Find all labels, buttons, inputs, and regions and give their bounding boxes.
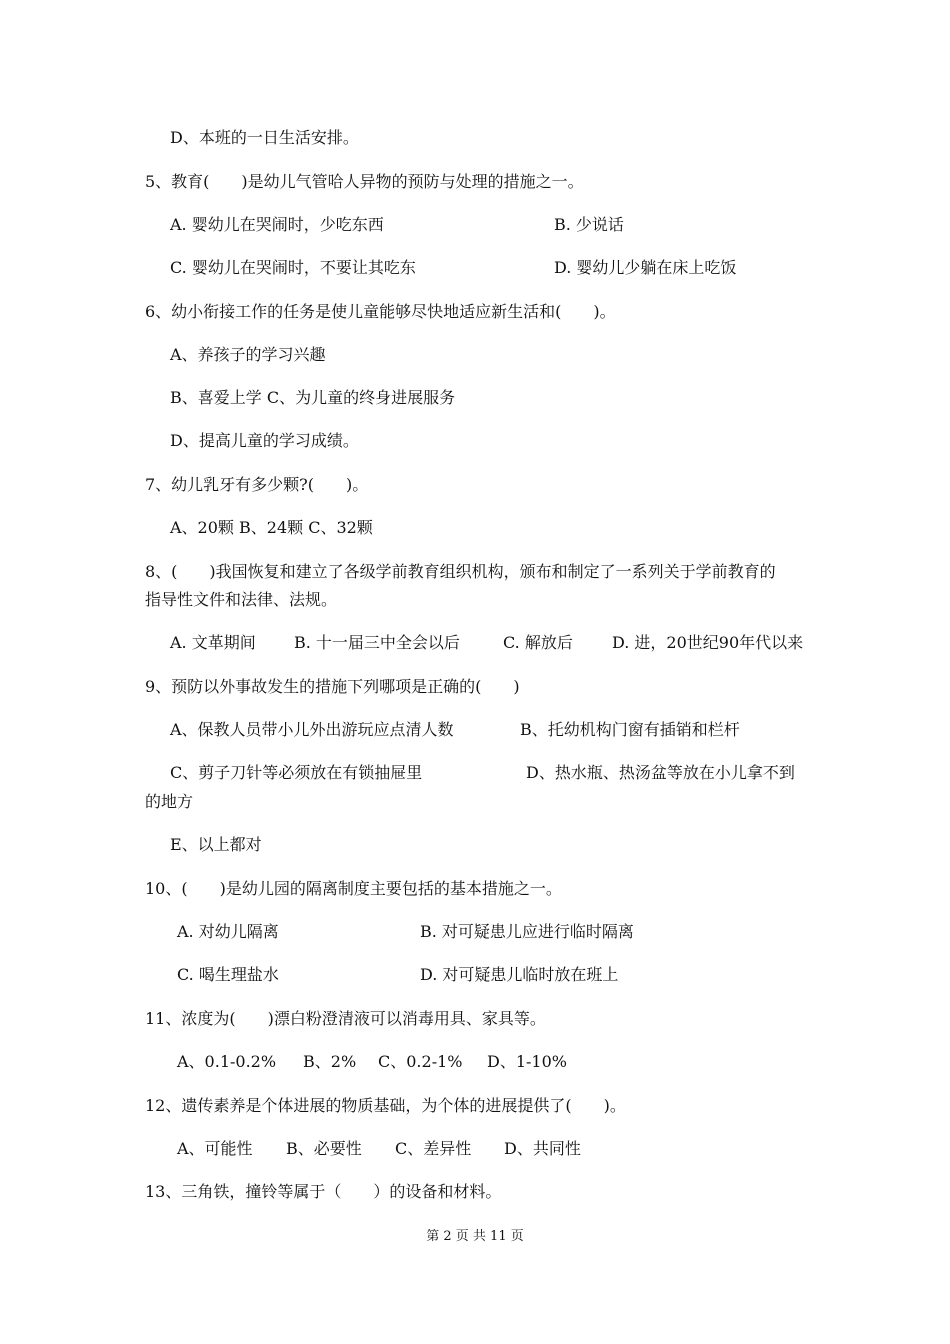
option-c: C. 喝生理盐水 — [177, 965, 279, 984]
page-footer: 第 2 页 共 11 页 — [426, 1229, 524, 1244]
question-10: 10、( )是幼儿园的隔离制度主要包括的基本措施之一。 — [145, 879, 562, 898]
question-12: 12、遗传素养是个体进展的物质基础，为个体的进展提供了( )。 — [145, 1096, 626, 1115]
option-e: E、以上都对 — [170, 835, 262, 854]
options: A、20颗 B、24颗 C、32颗 — [170, 518, 373, 537]
option-b: B、托幼机构门窗有插销和栏杆 — [520, 720, 740, 739]
option-d: D. 对可疑患儿临时放在班上 — [420, 965, 619, 984]
option-b-c: B、喜爱上学 C、为儿童的终身进展服务 — [170, 388, 456, 407]
option-d: D. 婴幼儿少躺在床上吃饭 — [554, 258, 737, 277]
option-c: C、0.2-1% — [378, 1052, 463, 1071]
question-8: 8、( )我国恢复和建立了各级学前教育组织机构，颁布和制定了一系列关于学前教育的 — [145, 562, 776, 581]
option-a: A、保教人员带小儿外出游玩应点清人数 — [170, 720, 454, 739]
option-d-cont: 的地方 — [145, 792, 194, 811]
option-d: D、热水瓶、热汤盆等放在小儿拿不到 — [526, 763, 795, 782]
option-a: A、可能性 — [177, 1139, 253, 1158]
question-11: 11、浓度为( )漂白粉澄清液可以消毒用具、家具等。 — [145, 1009, 546, 1028]
option-a: A、0.1-0.2% — [177, 1052, 277, 1071]
question-7: 7、幼儿乳牙有多少颗?( )。 — [145, 475, 369, 494]
option-c: C、差异性 — [395, 1139, 472, 1158]
option-b: B. 对可疑患儿应进行临时隔离 — [420, 922, 634, 941]
option-a: A. 婴幼儿在哭闹时，少吃东西 — [170, 215, 384, 234]
option-c: C. 解放后 — [503, 633, 573, 652]
option-d: D、提高儿童的学习成绩。 — [170, 431, 359, 450]
question-5: 5、教育( )是幼儿气管哈人异物的预防与处理的措施之一。 — [145, 172, 584, 191]
option-a: A. 文革期间 — [170, 633, 256, 652]
option-c: C. 婴幼儿在哭闹时，不要让其吃东 — [170, 258, 416, 277]
option-b: B. 少说话 — [554, 215, 624, 234]
option-d: D、1-10% — [487, 1052, 567, 1071]
option-a: A. 对幼儿隔离 — [177, 922, 279, 941]
option-d: D、共同性 — [504, 1139, 581, 1158]
text-line: D、本班的一日生活安排。 — [170, 128, 359, 147]
question-13: 13、三角铁，撞铃等属于（ ）的设备和材料。 — [145, 1182, 502, 1201]
question-8-cont: 指导性文件和法律、法规。 — [145, 590, 338, 609]
question-6: 6、幼小衔接工作的任务是使儿童能够尽快地适应新生活和( )。 — [145, 302, 616, 321]
option-a: A、养孩子的学习兴趣 — [170, 345, 326, 364]
option-d: D. 进，20世纪90年代以来 — [612, 633, 804, 652]
question-9: 9、预防以外事故发生的措施下列哪项是正确的( ) — [145, 677, 520, 696]
option-c: C、剪子刀针等必须放在有锁抽屉里 — [170, 763, 423, 782]
option-b: B、必要性 — [286, 1139, 362, 1158]
option-b: B、2% — [303, 1052, 357, 1071]
option-b: B. 十一届三中全会以后 — [294, 633, 460, 652]
